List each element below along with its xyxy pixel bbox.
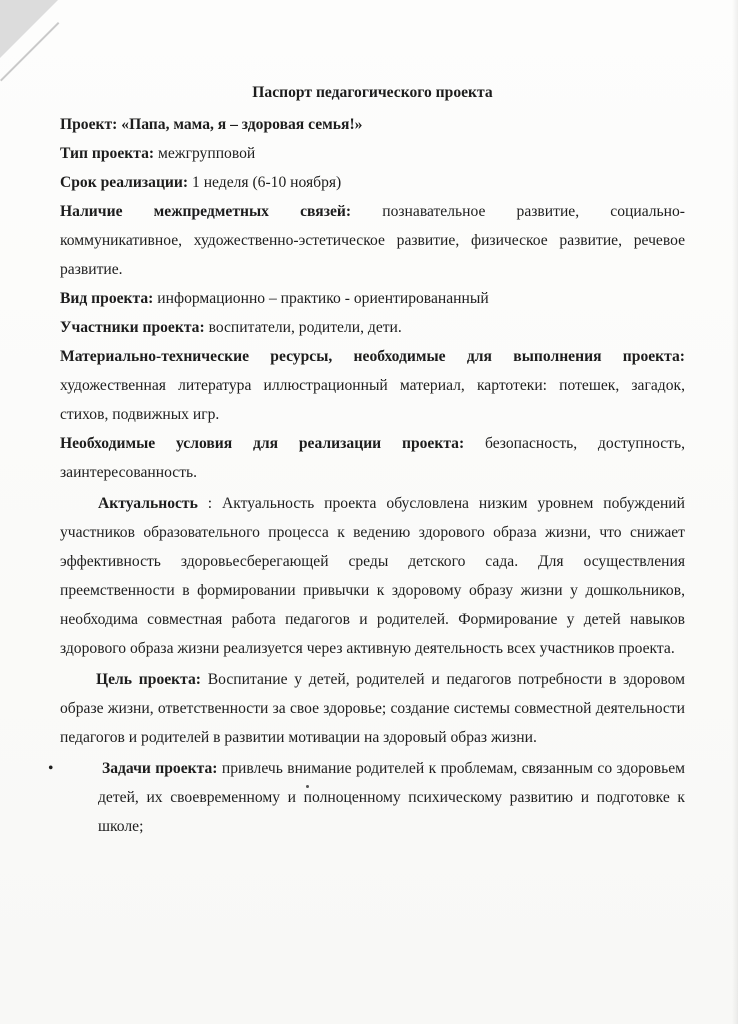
links-paragraph <box>60 197 685 284</box>
relevance-paragraph <box>60 489 685 663</box>
goal-paragraph <box>60 665 685 752</box>
relevance-value: : Актуальность проекта обусловлена низким уровнем побуждений участников образовательного процесса к ведению здорового образа жизни, что снижает эффективность здоровьесберегающей среды детского сада. Для осуществления преемственности в формировании привычки к здоровому образу жизни у дошкольников, необходима совместная работа педагогов и родителей. Формирование у детей навыков здорового образа жизни реализуется через активную деятельность всех участников проекта. <box>60 495 685 657</box>
tasks-list-item <box>48 754 685 841</box>
term-line <box>60 168 685 197</box>
tasks-value: привлечь внимание родителей к проблемам, связанным со здоровьем детей, их своевременному и полноценному психическому развитию и подготовке к школе; <box>98 760 685 835</box>
project-type-line <box>60 139 685 168</box>
bullet-point: • <box>48 760 54 777</box>
participants-label: Участники проекта: <box>60 319 205 336</box>
project-line <box>60 110 685 139</box>
participants-value: воспитатели, родители, дети. <box>208 319 402 336</box>
project-label: Проект: <box>60 116 118 133</box>
resources-value: художественная литература иллюстрационный материал, картотеки: потешек, загадок, стихов, подвижных игр. <box>60 377 685 423</box>
links-label: Наличие межпредметных связей: <box>60 203 352 220</box>
conditions-label: Необходимые условия для реализации проекта: <box>60 435 465 452</box>
term-label: Срок реализации: <box>60 174 189 191</box>
goal-label: Цель проекта: <box>96 671 201 688</box>
relevance-label: Актуальность <box>98 495 198 512</box>
kind-value: информационно – практико - ориентировананный <box>157 290 489 307</box>
goal-value: Воспитание у детей, родителей и педагогов потребности в здоровом образе жизни, ответственности за свое здоровье; создание системы совместной деятельности педагогов и родителей в развитии мотивации на здоровый образ жизни. <box>60 671 685 746</box>
document-title: Паспорт педагогического проекта <box>252 84 493 101</box>
project-name: «Папа, мама, я – здоровая семья!» <box>121 116 363 133</box>
project-type-label: Тип проекта: <box>60 145 155 162</box>
tasks-text <box>98 754 685 841</box>
conditions-paragraph <box>60 429 685 487</box>
participants-line <box>60 313 685 342</box>
conditions-value: безопасность, доступность, заинтересованность. <box>60 435 686 481</box>
resources-label: Материально-технические ресурсы, необходимые для выполнения проекта: <box>60 348 685 365</box>
links-value: познавательное развитие, социально-коммуникативное, художественно-эстетическое развитие, физическое развитие, речевое развитие. <box>60 203 685 278</box>
resources-paragraph <box>60 342 685 429</box>
kind-line <box>60 284 685 313</box>
page-edge-shadow <box>732 0 738 1024</box>
project-type-value: межгрупповой <box>158 145 256 162</box>
document-body <box>48 78 686 841</box>
tasks-label: Задачи проекта: <box>102 760 218 777</box>
term-value: 1 неделя (6-10 ноября) <box>192 174 342 191</box>
kind-label: Вид проекта: <box>60 290 154 307</box>
